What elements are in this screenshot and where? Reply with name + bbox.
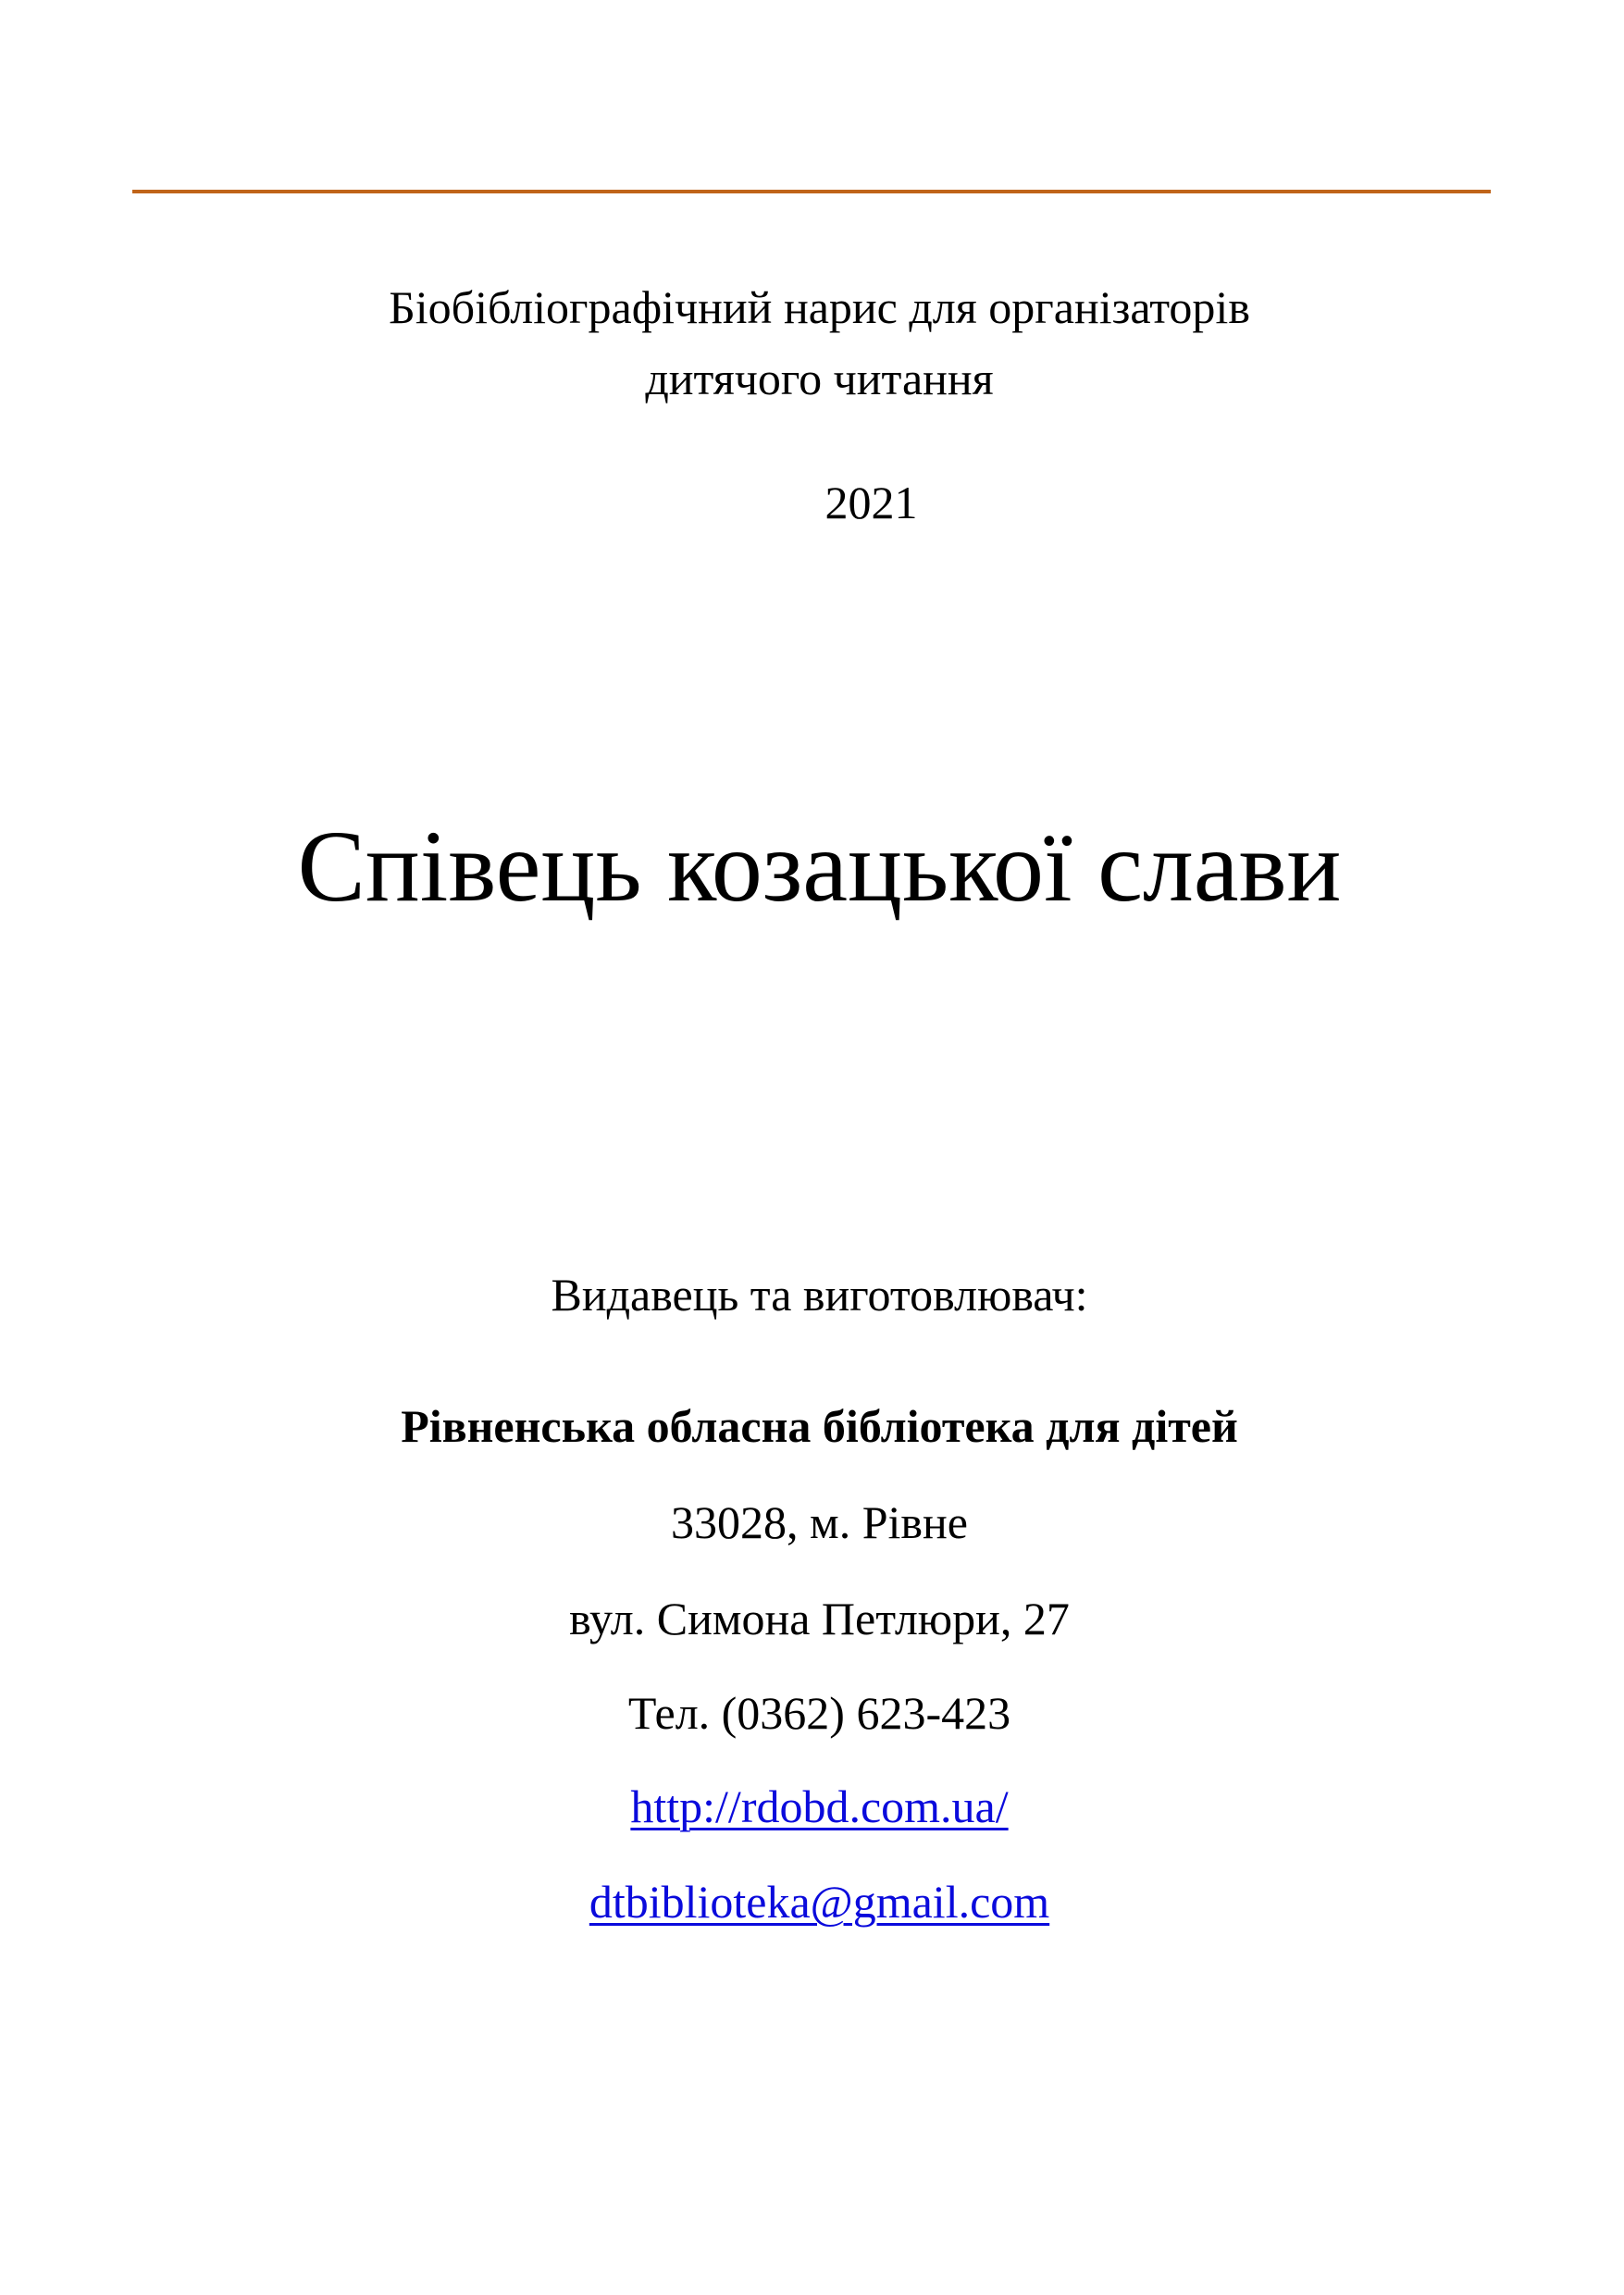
top-rule xyxy=(132,190,1491,193)
subtitle-line-2: дитячого читання xyxy=(645,353,994,404)
publication-year: 2021 xyxy=(824,477,918,528)
subtitle-line-1: Біобібліографічний нарис для організаторів xyxy=(389,281,1250,333)
document-title: Співець козацької слави xyxy=(297,810,1342,923)
publisher-name: Рівненська обласна бібліотека для дітей xyxy=(401,1400,1238,1452)
website-row xyxy=(7,1780,1624,1833)
phone-number: Тел. (0362) 623-423 xyxy=(627,1687,1011,1739)
address-line-1: 33028, м. Рівне xyxy=(671,1496,968,1548)
email-link[interactable]: dtbiblioteka@gmail.com xyxy=(589,1876,1050,1928)
email-row xyxy=(7,1875,1624,1929)
address-line-2: вул. Симона Петлюри, 27 xyxy=(569,1593,1070,1644)
publisher-label: Видавець та виготовлювач: xyxy=(551,1269,1088,1321)
website-link[interactable]: http://rdobd.com.ua/ xyxy=(630,1780,1009,1832)
